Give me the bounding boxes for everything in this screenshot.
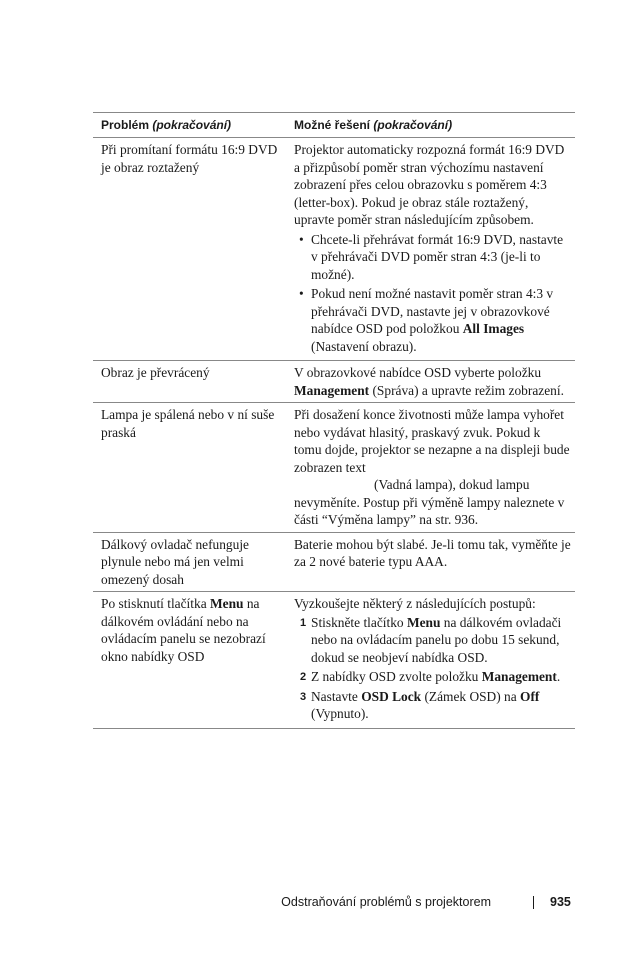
page-number: 935 [550,895,571,909]
solution-cell: V obrazovkové nabídce OSD vyberte položku Management (Správa) a upravte režim zobrazení. [294,365,564,398]
problem-cell: Lampa je spálená nebo v ní suše praská [101,407,275,440]
list-item: 1 Stiskněte tlačítko Menu na dálkovém ovladači nebo na ovládacím panelu po dobu 15 sekund, dokud se neobjeví nabídka OSD. [300,614,562,665]
table-row [93,533,575,593]
step-number: 3 [300,690,307,703]
page-footer [0,893,636,913]
list-item: 3 Nastavte OSD Lock (Zámek OSD) na Off (Vypnuto). [300,688,540,721]
problem-cell: Obraz je převrácený [101,365,210,380]
problem-cell: Po stisknutí tlačítka Menu na dálkovém ovládání nebo na ovládacím panelu se nezobrazí okno nabídky OSD [101,596,266,664]
table-row [93,403,575,533]
solution-cell [286,592,575,728]
step-number: 1 [300,616,307,629]
bullet-list [294,231,571,356]
steps-list [294,614,571,723]
solution-cell [286,403,575,532]
problem-cell: Při promítaní formátu 16:9 DVD je obraz roztažený [101,142,278,175]
solution-cell [286,138,575,360]
solution-intro: Vyzkoušejte některý z následujících postupů: [294,596,536,611]
solution-text: Při dosažení konce životnosti může lampa vyhořet nebo vydávat hlasitý, praskavý zvuk. Pokud k tomu dojde, projektor se nezapne a na displeji bude zobrazen text [294,407,570,475]
header-solution: Možné řešení (pokračování) [294,118,453,132]
solution-cell: Baterie mohou být slabé. Je-li tomu tak, vyměňte je za 2 nové baterie typu AAA. [294,536,571,569]
header-problem: Problém (pokračování) [101,118,232,132]
step-number: 2 [300,671,307,683]
table-row [93,592,575,729]
list-item: • Chcete-li přehrávat formát 16:9 DVD, nastavte v přehrávači DVD poměr stran 4:3 (je-li to možné). [294,231,571,284]
table-header [93,112,575,138]
table-row [93,361,575,403]
list-item: • Pokud není možné nastavit poměr stran 4:3 v přehrávači DVD, nastavte jej v obrazovkové nabídce OSD pod položkou All Images (Nastavení obrazu). [294,285,571,355]
footer-divider [533,896,534,909]
footer-title: Odstraňování problémů s projektorem [281,895,491,909]
problem-cell: Dálkový ovladač nefunguje plynule nebo má jen velmi omezený dosah [101,536,249,587]
list-item: 2 Z nabídky OSD zvolte položku Management. [294,668,571,686]
troubleshooting-table [93,112,575,729]
table-row [93,138,575,361]
solution-text: Projektor automaticky rozpozná formát 16:9 DVD a přizpůsobí poměr stran výchozímu nastavení zobrazení přes celou obrazovku s poměrem 4:3 (letter-box). Pokud je obraz stále roztažený, upravte poměr stran následujícím způsobem. [294,142,565,227]
solution-text-continued: (Vadná lampa), dokud lampu nevyměníte. Postup při výměně lampy naleznete v části “Výměna lampy” na str. 936. [294,477,565,527]
